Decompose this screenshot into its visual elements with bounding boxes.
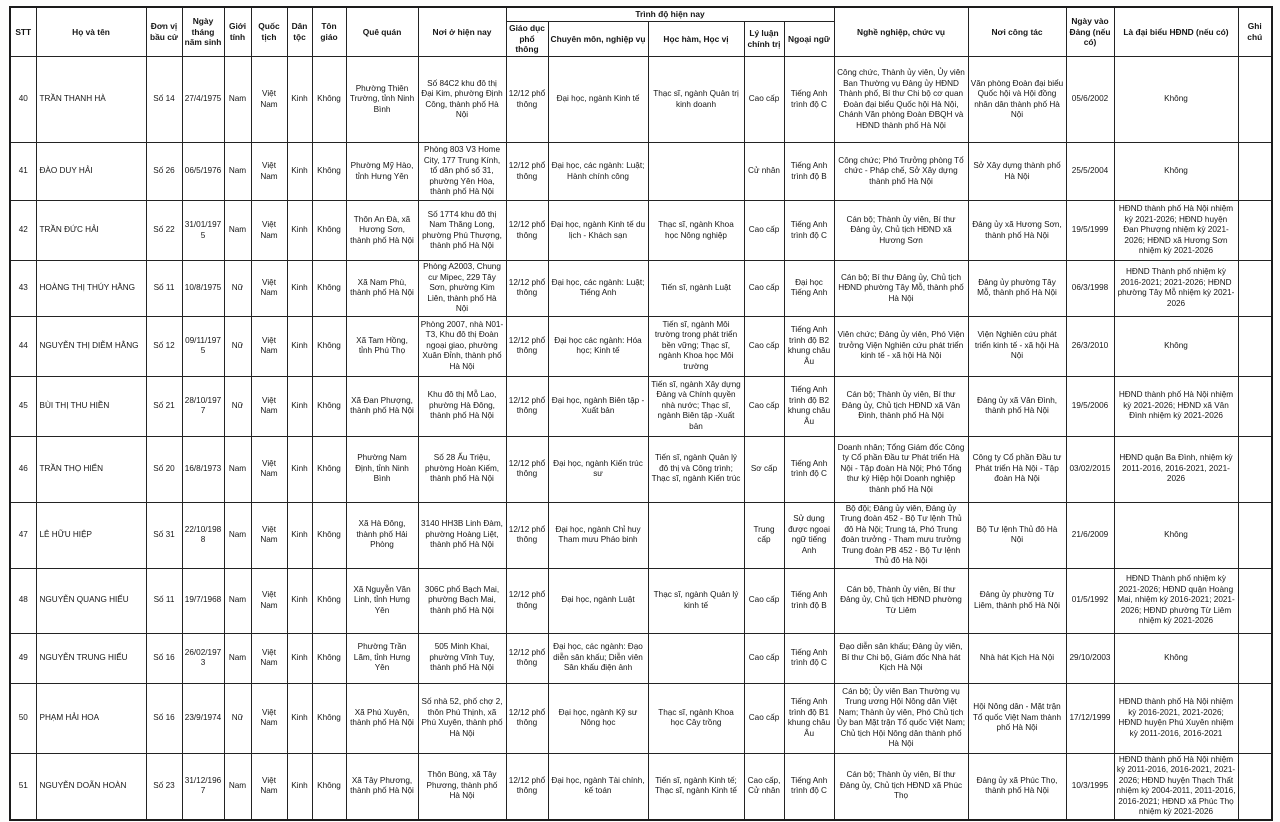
cell-ghi-chu xyxy=(1238,316,1272,376)
cell-ngoai-ngu: Tiếng Anh trình độ B1 khung châu Âu xyxy=(784,683,834,753)
cell-ngay-sinh: 28/10/1977 xyxy=(182,376,224,436)
cell-ngay-vao-dang: 10/3/1995 xyxy=(1066,753,1114,820)
cell-dan-toc: Kinh xyxy=(287,502,312,568)
cell-dai-bieu-hdnd: HĐND thành phố Hà Nội nhiệm kỳ 2011-2016, 2016-2021, 2021-2026; HĐND huyện Thạch Thất nhiệm kỳ 2004-2011, 2011-2016, 2016-2021; HĐND xã Phúc Thọ nhiệm kỳ 2021-2026 xyxy=(1114,753,1238,820)
cell-ho-va-ten: ĐÀO DUY HẢI xyxy=(36,143,146,201)
cell-chuyen-mon-nghiep-vu: Đại học, các ngành: Luật; Tiếng Anh xyxy=(548,261,648,317)
cell-ghi-chu xyxy=(1238,753,1272,820)
cell-hoc-ham-hoc-vi: Tiến sĩ, ngành Kinh tế; Thạc sĩ, ngành Kinh tế xyxy=(648,753,744,820)
cell-don-vi-bau-cu: Số 26 xyxy=(146,143,182,201)
cell-noi-cong-tac: Công ty Cổ phần Đầu tư Phát triển Hà Nội - Tập đoàn Hà Nội xyxy=(968,436,1066,502)
cell-stt: 51 xyxy=(10,753,36,820)
table-body xyxy=(10,57,1272,820)
cell-quoc-tich: Việt Nam xyxy=(251,753,287,820)
cell-don-vi-bau-cu: Số 16 xyxy=(146,633,182,683)
cell-gioi-tinh: Nam xyxy=(224,57,251,143)
table-row xyxy=(10,633,1272,683)
cell-que-quan: Phường Trần Lãm, tỉnh Hưng Yên xyxy=(346,633,418,683)
cell-nghe-nghiep-chuc-vu: Cán bộ; Thành ủy viên, Bí thư Đảng ủy, Chủ tịch HĐND xã Phúc Thọ xyxy=(834,753,968,820)
cell-nghe-nghiep-chuc-vu: Đạo diễn sân khấu; Đảng ủy viên, Bí thư Chi bộ, Giám đốc Nhà hát Kịch Hà Nội xyxy=(834,633,968,683)
cell-quoc-tich: Việt Nam xyxy=(251,683,287,753)
cell-nghe-nghiep-chuc-vu: Cán bộ; Thành ủy viên, Bí thư Đảng ủy, Chủ tịch HĐND xã Vân Đình, thành phố Hà Nội xyxy=(834,376,968,436)
cell-chuyen-mon-nghiep-vu: Đại học, ngành Kinh tế du lịch - Khách sạn xyxy=(548,201,648,261)
cell-chuyen-mon-nghiep-vu: Đại học, ngành Chỉ huy Tham mưu Pháo binh xyxy=(548,502,648,568)
col-header-don-vi-bau-cu: Đơn vị bầu cử xyxy=(146,7,182,57)
col-header-quoc-tich: Quốc tịch xyxy=(251,7,287,57)
cell-que-quan: Phường Mỹ Hào, tỉnh Hưng Yên xyxy=(346,143,418,201)
cell-don-vi-bau-cu: Số 12 xyxy=(146,316,182,376)
cell-dai-bieu-hdnd: HĐND thành phố Hà Nội nhiệm kỳ 2016-2021, 2021-2026; HĐND huyện Phú Xuyên nhiệm kỳ 2011-2016, 2016-2021 xyxy=(1114,683,1238,753)
cell-ngay-sinh: 31/12/1967 xyxy=(182,753,224,820)
cell-chuyen-mon-nghiep-vu: Đại học, ngành Tài chính, kế toán xyxy=(548,753,648,820)
cell-quoc-tich: Việt Nam xyxy=(251,568,287,633)
cell-ngoai-ngu: Tiếng Anh trình độ C xyxy=(784,753,834,820)
cell-ngay-sinh: 22/10/1988 xyxy=(182,502,224,568)
cell-ton-giao: Không xyxy=(312,201,346,261)
cell-quoc-tich: Việt Nam xyxy=(251,436,287,502)
cell-nghe-nghiep-chuc-vu: Cán bộ; Ủy viên Ban Thường vụ Trung ương Hội Nông dân Việt Nam; Thành ủy viên, Phó Chủ tịch Ủy ban Mặt trận Tổ quốc Việt Nam; Chủ tịch Hội Nông dân thành phố Hà Nội xyxy=(834,683,968,753)
cell-quoc-tich: Việt Nam xyxy=(251,143,287,201)
cell-ghi-chu xyxy=(1238,201,1272,261)
cell-gioi-tinh: Nam xyxy=(224,568,251,633)
cell-dan-toc: Kinh xyxy=(287,633,312,683)
cell-chuyen-mon-nghiep-vu: Đại học, các ngành: Đạo diễn sân khấu; Diễn viên Sân khấu điện ảnh xyxy=(548,633,648,683)
cell-ngay-vao-dang: 06/3/1998 xyxy=(1066,261,1114,317)
cell-noi-o-hien-nay: 3140 HH3B Linh Đàm, phường Hoàng Liệt, thành phố Hà Nội xyxy=(418,502,506,568)
cell-don-vi-bau-cu: Số 23 xyxy=(146,753,182,820)
cell-stt: 44 xyxy=(10,316,36,376)
cell-noi-cong-tac: Hội Nông dân - Mặt trận Tổ quốc Việt Nam thành phố Hà Nội xyxy=(968,683,1066,753)
cell-hoc-ham-hoc-vi: Tiến sĩ, ngành Quản lý đô thị và Công trình; Thạc sĩ, ngành Kiến trúc xyxy=(648,436,744,502)
cell-ngay-vao-dang: 17/12/1999 xyxy=(1066,683,1114,753)
col-header-nghe-nghiep-chuc-vu: Nghề nghiệp, chức vụ xyxy=(834,7,968,57)
cell-stt: 46 xyxy=(10,436,36,502)
cell-ton-giao: Không xyxy=(312,753,346,820)
col-header-hoc-ham-hoc-vi: Học hàm, Học vị xyxy=(648,21,744,56)
cell-quoc-tich: Việt Nam xyxy=(251,502,287,568)
col-header-ho-va-ten: Họ và tên xyxy=(36,7,146,57)
cell-dan-toc: Kinh xyxy=(287,436,312,502)
cell-ly-luan-chinh-tri: Cao cấp xyxy=(744,261,784,317)
cell-ly-luan-chinh-tri: Cao cấp xyxy=(744,57,784,143)
cell-nghe-nghiep-chuc-vu: Cán bộ; Thành ủy viên, Bí thư Đảng ủy, Chủ tịch HĐND xã Hương Sơn xyxy=(834,201,968,261)
cell-dai-bieu-hdnd: HĐND quận Ba Đình, nhiệm kỳ 2011-2016, 2016-2021, 2021-2026 xyxy=(1114,436,1238,502)
cell-ghi-chu xyxy=(1238,261,1272,317)
cell-ngay-vao-dang: 21/6/2009 xyxy=(1066,502,1114,568)
cell-dan-toc: Kinh xyxy=(287,376,312,436)
cell-stt: 48 xyxy=(10,568,36,633)
cell-dan-toc: Kinh xyxy=(287,143,312,201)
cell-hoc-ham-hoc-vi xyxy=(648,502,744,568)
cell-ngoai-ngu: Tiếng Anh trình độ C xyxy=(784,201,834,261)
cell-ly-luan-chinh-tri: Cao cấp, Cử nhân xyxy=(744,753,784,820)
cell-ngay-sinh: 31/01/1975 xyxy=(182,201,224,261)
cell-chuyen-mon-nghiep-vu: Đại học, ngành Kinh tế xyxy=(548,57,648,143)
cell-ton-giao: Không xyxy=(312,316,346,376)
col-header-chuyen-mon-nghiep-vu: Chuyên môn, nghiệp vụ xyxy=(548,21,648,56)
cell-noi-cong-tac: Đảng ủy xã Phúc Thọ, thành phố Hà Nội xyxy=(968,753,1066,820)
table-header xyxy=(10,7,1272,57)
cell-ton-giao: Không xyxy=(312,261,346,317)
cell-ngay-vao-dang: 25/5/2004 xyxy=(1066,143,1114,201)
cell-dan-toc: Kinh xyxy=(287,316,312,376)
cell-don-vi-bau-cu: Số 22 xyxy=(146,201,182,261)
cell-hoc-ham-hoc-vi: Thạc sĩ, ngành Quản trị kinh doanh xyxy=(648,57,744,143)
cell-hoc-ham-hoc-vi: Tiến sĩ, ngành Xây dựng Đảng và Chính quyền nhà nước; Thạc sĩ, ngành Biên tập -Xuất bản xyxy=(648,376,744,436)
cell-gioi-tinh: Nam xyxy=(224,753,251,820)
cell-ghi-chu xyxy=(1238,57,1272,143)
cell-que-quan: Thôn An Đà, xã Hương Sơn, thành phố Hà Nội xyxy=(346,201,418,261)
cell-ho-va-ten: NGUYỄN TRUNG HIẾU xyxy=(36,633,146,683)
cell-dai-bieu-hdnd: Không xyxy=(1114,316,1238,376)
cell-chuyen-mon-nghiep-vu: Đại học, ngành Kiến trúc sư xyxy=(548,436,648,502)
cell-stt: 45 xyxy=(10,376,36,436)
cell-ngay-sinh: 09/11/1975 xyxy=(182,316,224,376)
cell-noi-cong-tac: Bộ Tư lệnh Thủ đô Hà Nội xyxy=(968,502,1066,568)
cell-ngoai-ngu: Tiếng Anh trình độ B2 khung châu Âu xyxy=(784,316,834,376)
cell-ngoai-ngu: Tiếng Anh trình độ B xyxy=(784,568,834,633)
cell-gioi-tinh: Nữ xyxy=(224,683,251,753)
cell-giao-duc-pho-thong: 12/12 phổ thông xyxy=(506,201,548,261)
cell-noi-o-hien-nay: Số nhà 52, phố chợ 2, thôn Phú Thịnh, xã Phú Xuyên, thành phố Hà Nội xyxy=(418,683,506,753)
cell-que-quan: Xã Nam Phù, thành phố Hà Nội xyxy=(346,261,418,317)
cell-noi-cong-tac: Sở Xây dựng thành phố Hà Nội xyxy=(968,143,1066,201)
cell-ngay-sinh: 19/7/1968 xyxy=(182,568,224,633)
cell-ly-luan-chinh-tri: Cử nhân xyxy=(744,143,784,201)
cell-chuyen-mon-nghiep-vu: Đại học, ngành Kỹ sư Nông học xyxy=(548,683,648,753)
cell-que-quan: Phường Thiên Trường, tỉnh Ninh Bình xyxy=(346,57,418,143)
col-header-ngay-vao-dang: Ngày vào Đảng (nếu có) xyxy=(1066,7,1114,57)
cell-noi-o-hien-nay: Thôn Bùng, xã Tây Phương, thành phố Hà Nội xyxy=(418,753,506,820)
cell-giao-duc-pho-thong: 12/12 phổ thông xyxy=(506,683,548,753)
cell-hoc-ham-hoc-vi xyxy=(648,633,744,683)
cell-ngay-sinh: 26/02/1973 xyxy=(182,633,224,683)
col-header-stt: STT xyxy=(10,7,36,57)
col-header-ngoai-ngu: Ngoại ngữ xyxy=(784,21,834,56)
table-row xyxy=(10,261,1272,317)
cell-ngoai-ngu: Tiếng Anh trình độ B xyxy=(784,143,834,201)
cell-ly-luan-chinh-tri: Cao cấp xyxy=(744,683,784,753)
table-row xyxy=(10,201,1272,261)
cell-noi-cong-tac: Nhà hát Kịch Hà Nội xyxy=(968,633,1066,683)
cell-dai-bieu-hdnd: Không xyxy=(1114,57,1238,143)
table-row xyxy=(10,143,1272,201)
cell-ghi-chu xyxy=(1238,633,1272,683)
cell-ngay-sinh: 23/9/1974 xyxy=(182,683,224,753)
cell-giao-duc-pho-thong: 12/12 phổ thông xyxy=(506,143,548,201)
cell-ly-luan-chinh-tri: Cao cấp xyxy=(744,201,784,261)
cell-dai-bieu-hdnd: HĐND Thành phố nhiệm kỳ 2021-2026; HĐND quận Hoàng Mai, nhiệm kỳ 2016-2021; 2021-2026; HĐND phường Từ Liêm nhiệm kỳ 2021-2026 xyxy=(1114,568,1238,633)
table-row xyxy=(10,436,1272,502)
cell-gioi-tinh: Nữ xyxy=(224,261,251,317)
cell-giao-duc-pho-thong: 12/12 phổ thông xyxy=(506,633,548,683)
cell-nghe-nghiep-chuc-vu: Cán bộ, Thành ủy viên, Bí thư Đảng ủy, Chủ tịch HĐND phường Từ Liêm xyxy=(834,568,968,633)
cell-ngay-vao-dang: 19/5/1999 xyxy=(1066,201,1114,261)
cell-giao-duc-pho-thong: 12/12 phổ thông xyxy=(506,502,548,568)
col-header-dai-bieu-hdnd: Là đại biểu HĐND (nếu có) xyxy=(1114,7,1238,57)
cell-que-quan: Xã Đan Phượng, thành phố Hà Nội xyxy=(346,376,418,436)
cell-ho-va-ten: TRẦN ĐỨC HẢI xyxy=(36,201,146,261)
cell-ngay-sinh: 27/4/1975 xyxy=(182,57,224,143)
cell-que-quan: Phường Nam Định, tỉnh Ninh Bình xyxy=(346,436,418,502)
cell-noi-o-hien-nay: 505 Minh Khai, phường Vĩnh Tuy, thành phố Hà Nội xyxy=(418,633,506,683)
cell-noi-o-hien-nay: Số 28 Ấu Triệu, phường Hoàn Kiếm, thành phố Hà Nội xyxy=(418,436,506,502)
cell-gioi-tinh: Nam xyxy=(224,143,251,201)
cell-ho-va-ten: TRẦN THỌ HIỂN xyxy=(36,436,146,502)
cell-stt: 42 xyxy=(10,201,36,261)
cell-dai-bieu-hdnd: HĐND thành phố Hà Nội nhiệm kỳ 2021-2026; HĐND xã Vân Đình nhiệm kỳ 2021-2026 xyxy=(1114,376,1238,436)
cell-ngay-vao-dang: 05/6/2002 xyxy=(1066,57,1114,143)
cell-ho-va-ten: HOÀNG THỊ THÚY HẰNG xyxy=(36,261,146,317)
cell-chuyen-mon-nghiep-vu: Đại học, ngành Luật xyxy=(548,568,648,633)
cell-ghi-chu xyxy=(1238,683,1272,753)
cell-que-quan: Xã Hà Đông, thành phố Hải Phòng xyxy=(346,502,418,568)
cell-ly-luan-chinh-tri: Cao cấp xyxy=(744,568,784,633)
cell-ghi-chu xyxy=(1238,436,1272,502)
cell-quoc-tich: Việt Nam xyxy=(251,316,287,376)
cell-ngay-vao-dang: 01/5/1992 xyxy=(1066,568,1114,633)
table-row xyxy=(10,568,1272,633)
col-group-trinh-do-hien-nay: Trình độ hiện nay xyxy=(506,7,834,21)
cell-noi-o-hien-nay: 306C phố Bạch Mai, phường Bạch Mai, thành phố Hà Nội xyxy=(418,568,506,633)
cell-don-vi-bau-cu: Số 20 xyxy=(146,436,182,502)
cell-giao-duc-pho-thong: 12/12 phổ thông xyxy=(506,57,548,143)
cell-don-vi-bau-cu: Số 14 xyxy=(146,57,182,143)
cell-hoc-ham-hoc-vi: Thạc sĩ, ngành Quản lý kinh tế xyxy=(648,568,744,633)
cell-ngay-sinh: 06/5/1976 xyxy=(182,143,224,201)
cell-quoc-tich: Việt Nam xyxy=(251,633,287,683)
col-header-giao-duc-pho-thong: Giáo dục phổ thông xyxy=(506,21,548,56)
cell-gioi-tinh: Nữ xyxy=(224,316,251,376)
cell-ngoai-ngu: Đại học Tiếng Anh xyxy=(784,261,834,317)
cell-noi-cong-tac: Đảng ủy xã Hương Sơn, thành phố Hà Nội xyxy=(968,201,1066,261)
col-header-ngay-sinh: Ngày tháng năm sinh xyxy=(182,7,224,57)
cell-hoc-ham-hoc-vi: Tiến sĩ, ngành Luật xyxy=(648,261,744,317)
cell-ly-luan-chinh-tri: Cao cấp xyxy=(744,633,784,683)
cell-nghe-nghiep-chuc-vu: Bộ đội; Đảng ủy viên, Đảng ủy Trung đoàn 452 - Bộ Tư lệnh Thủ đô Hà Nội; Trung tá, Phó Trung đoàn trưởng - Tham mưu trưởng Trung đoàn PB 452 - Bộ Tư lệnh Thủ đô Hà Nội xyxy=(834,502,968,568)
cell-dan-toc: Kinh xyxy=(287,683,312,753)
cell-dai-bieu-hdnd: Không xyxy=(1114,502,1238,568)
cell-ngoai-ngu: Tiếng Anh trình độ C xyxy=(784,436,834,502)
col-header-noi-cong-tac: Nơi công tác xyxy=(968,7,1066,57)
cell-dan-toc: Kinh xyxy=(287,261,312,317)
cell-don-vi-bau-cu: Số 11 xyxy=(146,261,182,317)
table-row xyxy=(10,316,1272,376)
cell-que-quan: Xã Phú Xuyên, thành phố Hà Nội xyxy=(346,683,418,753)
cell-ly-luan-chinh-tri: Trung cấp xyxy=(744,502,784,568)
cell-quoc-tich: Việt Nam xyxy=(251,201,287,261)
col-header-ly-luan-chinh-tri: Lý luận chính trị xyxy=(744,21,784,56)
cell-ly-luan-chinh-tri: Cao cấp xyxy=(744,376,784,436)
cell-ton-giao: Không xyxy=(312,143,346,201)
cell-noi-cong-tac: Đảng ủy phường Từ Liêm, thành phố Hà Nội xyxy=(968,568,1066,633)
cell-quoc-tich: Việt Nam xyxy=(251,261,287,317)
cell-ton-giao: Không xyxy=(312,633,346,683)
cell-dai-bieu-hdnd: Không xyxy=(1114,633,1238,683)
cell-hoc-ham-hoc-vi: Tiến sĩ, ngành Môi trường trong phát triển bền vững; Thạc sĩ, ngành Khoa học Môi trường xyxy=(648,316,744,376)
cell-stt: 50 xyxy=(10,683,36,753)
table-row xyxy=(10,57,1272,143)
cell-ton-giao: Không xyxy=(312,502,346,568)
cell-hoc-ham-hoc-vi: Thạc sĩ, ngành Khoa học Nông nghiệp xyxy=(648,201,744,261)
col-header-noi-o-hien-nay: Nơi ở hiện nay xyxy=(418,7,506,57)
cell-stt: 41 xyxy=(10,143,36,201)
cell-ngay-vao-dang: 03/02/2015 xyxy=(1066,436,1114,502)
candidates-table xyxy=(9,6,1273,821)
cell-noi-cong-tac: Văn phòng Đoàn đại biểu Quốc hội và Hội đồng nhân dân thành phố Hà Nội xyxy=(968,57,1066,143)
cell-ly-luan-chinh-tri: Cao cấp xyxy=(744,316,784,376)
cell-ngay-vao-dang: 29/10/2003 xyxy=(1066,633,1114,683)
col-header-dan-toc: Dân tộc xyxy=(287,7,312,57)
col-header-ghi-chu: Ghi chú xyxy=(1238,7,1272,57)
cell-nghe-nghiep-chuc-vu: Công chức; Phó Trưởng phòng Tổ chức - Pháp chế, Sở Xây dựng thành phố Hà Nội xyxy=(834,143,968,201)
col-header-que-quan: Quê quán xyxy=(346,7,418,57)
cell-noi-o-hien-nay: Phòng 803 V3 Home City, 177 Trung Kính, tổ dân phố số 31, phường Yên Hòa, thành phố Hà Nội xyxy=(418,143,506,201)
cell-dan-toc: Kinh xyxy=(287,57,312,143)
cell-ghi-chu xyxy=(1238,143,1272,201)
cell-ngay-vao-dang: 26/3/2010 xyxy=(1066,316,1114,376)
cell-ngoai-ngu: Sử dụng được ngoại ngữ tiếng Anh xyxy=(784,502,834,568)
cell-don-vi-bau-cu: Số 31 xyxy=(146,502,182,568)
col-header-gioi-tinh: Giới tính xyxy=(224,7,251,57)
cell-ngay-vao-dang: 19/5/2006 xyxy=(1066,376,1114,436)
cell-hoc-ham-hoc-vi: Thạc sĩ, ngành Khoa học Cây trồng xyxy=(648,683,744,753)
cell-quoc-tich: Việt Nam xyxy=(251,376,287,436)
cell-ho-va-ten: NGUYỄN THỊ DIỄM HẰNG xyxy=(36,316,146,376)
cell-dan-toc: Kinh xyxy=(287,201,312,261)
cell-ghi-chu xyxy=(1238,568,1272,633)
cell-dan-toc: Kinh xyxy=(287,753,312,820)
cell-noi-o-hien-nay: Số 17T4 khu đô thị Nam Thăng Long, phường Phú Thượng, thành phố Hà Nội xyxy=(418,201,506,261)
cell-stt: 43 xyxy=(10,261,36,317)
cell-ghi-chu xyxy=(1238,376,1272,436)
cell-que-quan: Xã Nguyễn Văn Linh, tỉnh Hưng Yên xyxy=(346,568,418,633)
cell-don-vi-bau-cu: Số 11 xyxy=(146,568,182,633)
cell-nghe-nghiep-chuc-vu: Doanh nhân; Tổng Giám đốc Công ty Cổ phần Đầu tư Phát triển Hà Nội - Tập đoàn Hà Nội; Phó Tổng thư ký Hiệp hội Doanh nghiệp thành phố Hà Nội xyxy=(834,436,968,502)
cell-ton-giao: Không xyxy=(312,436,346,502)
cell-gioi-tinh: Nam xyxy=(224,436,251,502)
cell-ton-giao: Không xyxy=(312,376,346,436)
cell-que-quan: Xã Tây Phương, thành phố Hà Nội xyxy=(346,753,418,820)
cell-don-vi-bau-cu: Số 21 xyxy=(146,376,182,436)
cell-dai-bieu-hdnd: Không xyxy=(1114,143,1238,201)
table-row xyxy=(10,683,1272,753)
cell-nghe-nghiep-chuc-vu: Cán bộ; Bí thư Đảng ủy, Chủ tịch HĐND phường Tây Mỗ, thành phố Hà Nội xyxy=(834,261,968,317)
cell-nghe-nghiep-chuc-vu: Công chức, Thành ủy viên, Ủy viên Ban Thường vụ Đảng ủy HĐND Thành phố, Bí thư Chi bộ cơ quan Đoàn đại biểu Quốc hội Hà Nội, Chánh Văn phòng Đoàn ĐBQH và HĐND thành phố Hà Nội xyxy=(834,57,968,143)
cell-ho-va-ten: LÊ HỮU HIỆP xyxy=(36,502,146,568)
cell-chuyen-mon-nghiep-vu: Đại học, các ngành: Luật; Hành chính công xyxy=(548,143,648,201)
cell-ngay-sinh: 16/8/1973 xyxy=(182,436,224,502)
cell-ngoai-ngu: Tiếng Anh trình độ C xyxy=(784,57,834,143)
col-header-ton-giao: Tôn giáo xyxy=(312,7,346,57)
cell-noi-o-hien-nay: Phòng A2003, Chung cư Mipec, 229 Tây Sơn, phường Kim Liên, thành phố Hà Nội xyxy=(418,261,506,317)
cell-chuyen-mon-nghiep-vu: Đại học các ngành: Hóa học; Kinh tế xyxy=(548,316,648,376)
cell-que-quan: Xã Tam Hồng, tỉnh Phú Thọ xyxy=(346,316,418,376)
cell-giao-duc-pho-thong: 12/12 phổ thông xyxy=(506,316,548,376)
cell-ho-va-ten: BÙI THỊ THU HIỀN xyxy=(36,376,146,436)
table-row xyxy=(10,376,1272,436)
cell-giao-duc-pho-thong: 12/12 phổ thông xyxy=(506,376,548,436)
table-row xyxy=(10,502,1272,568)
table-row xyxy=(10,753,1272,820)
cell-noi-o-hien-nay: Phòng 2007, nhà N01-T3, Khu đô thị Đoàn ngoại giao, phường Xuân Đỉnh, thành phố Hà Nội xyxy=(418,316,506,376)
cell-dai-bieu-hdnd: HĐND Thành phố nhiệm kỳ 2016-2021; 2021-2026; HĐND phường Tây Mỗ nhiệm kỳ 2021-2026 xyxy=(1114,261,1238,317)
cell-stt: 47 xyxy=(10,502,36,568)
cell-ngay-sinh: 10/8/1975 xyxy=(182,261,224,317)
cell-stt: 49 xyxy=(10,633,36,683)
cell-stt: 40 xyxy=(10,57,36,143)
cell-noi-cong-tac: Đảng ủy phường Tây Mỗ, thành phố Hà Nội xyxy=(968,261,1066,317)
cell-ngoai-ngu: Tiếng Anh trình độ C xyxy=(784,633,834,683)
cell-dai-bieu-hdnd: HĐND thành phố Hà Nội nhiệm kỳ 2021-2026; HĐND huyện Đan Phượng nhiệm kỳ 2021-2026; HĐND xã Hương Sơn nhiệm kỳ 2021-2026 xyxy=(1114,201,1238,261)
cell-noi-cong-tac: Viện Nghiên cứu phát triển kinh tế - xã hội Hà Nội xyxy=(968,316,1066,376)
cell-noi-o-hien-nay: Khu đô thị Mỗ Lao, phường Hà Đông, thành phố Hà Nội xyxy=(418,376,506,436)
cell-giao-duc-pho-thong: 12/12 phổ thông xyxy=(506,261,548,317)
cell-ho-va-ten: NGUYỄN DOÃN HOÀN xyxy=(36,753,146,820)
cell-giao-duc-pho-thong: 12/12 phổ thông xyxy=(506,436,548,502)
cell-ho-va-ten: TRẦN THANH HÀ xyxy=(36,57,146,143)
cell-gioi-tinh: Nữ xyxy=(224,376,251,436)
cell-giao-duc-pho-thong: 12/12 phổ thông xyxy=(506,568,548,633)
cell-noi-o-hien-nay: Số 84C2 khu đô thị Đại Kim, phường Định Công, thành phố Hà Nội xyxy=(418,57,506,143)
cell-quoc-tich: Việt Nam xyxy=(251,57,287,143)
cell-giao-duc-pho-thong: 12/12 phổ thông xyxy=(506,753,548,820)
cell-ghi-chu xyxy=(1238,502,1272,568)
cell-ly-luan-chinh-tri: Sơ cấp xyxy=(744,436,784,502)
cell-ngoai-ngu: Tiếng Anh trình độ B2 khung châu Âu xyxy=(784,376,834,436)
cell-gioi-tinh: Nam xyxy=(224,633,251,683)
cell-ho-va-ten: PHẠM HẢI HOA xyxy=(36,683,146,753)
cell-noi-cong-tac: Đảng ủy xã Vân Đình, thành phố Hà Nội xyxy=(968,376,1066,436)
cell-ton-giao: Không xyxy=(312,568,346,633)
cell-dan-toc: Kinh xyxy=(287,568,312,633)
cell-gioi-tinh: Nam xyxy=(224,502,251,568)
cell-nghe-nghiep-chuc-vu: Viên chức; Đảng ủy viên, Phó Viện trưởng Viện Nghiên cứu phát triển kinh tế - xã hội Hà Nội xyxy=(834,316,968,376)
cell-gioi-tinh: Nam xyxy=(224,201,251,261)
cell-hoc-ham-hoc-vi xyxy=(648,143,744,201)
cell-chuyen-mon-nghiep-vu: Đại học, ngành Biên tập - Xuất bản xyxy=(548,376,648,436)
cell-ton-giao: Không xyxy=(312,683,346,753)
cell-ton-giao: Không xyxy=(312,57,346,143)
cell-don-vi-bau-cu: Số 16 xyxy=(146,683,182,753)
cell-ho-va-ten: NGUYỄN QUANG HIẾU xyxy=(36,568,146,633)
